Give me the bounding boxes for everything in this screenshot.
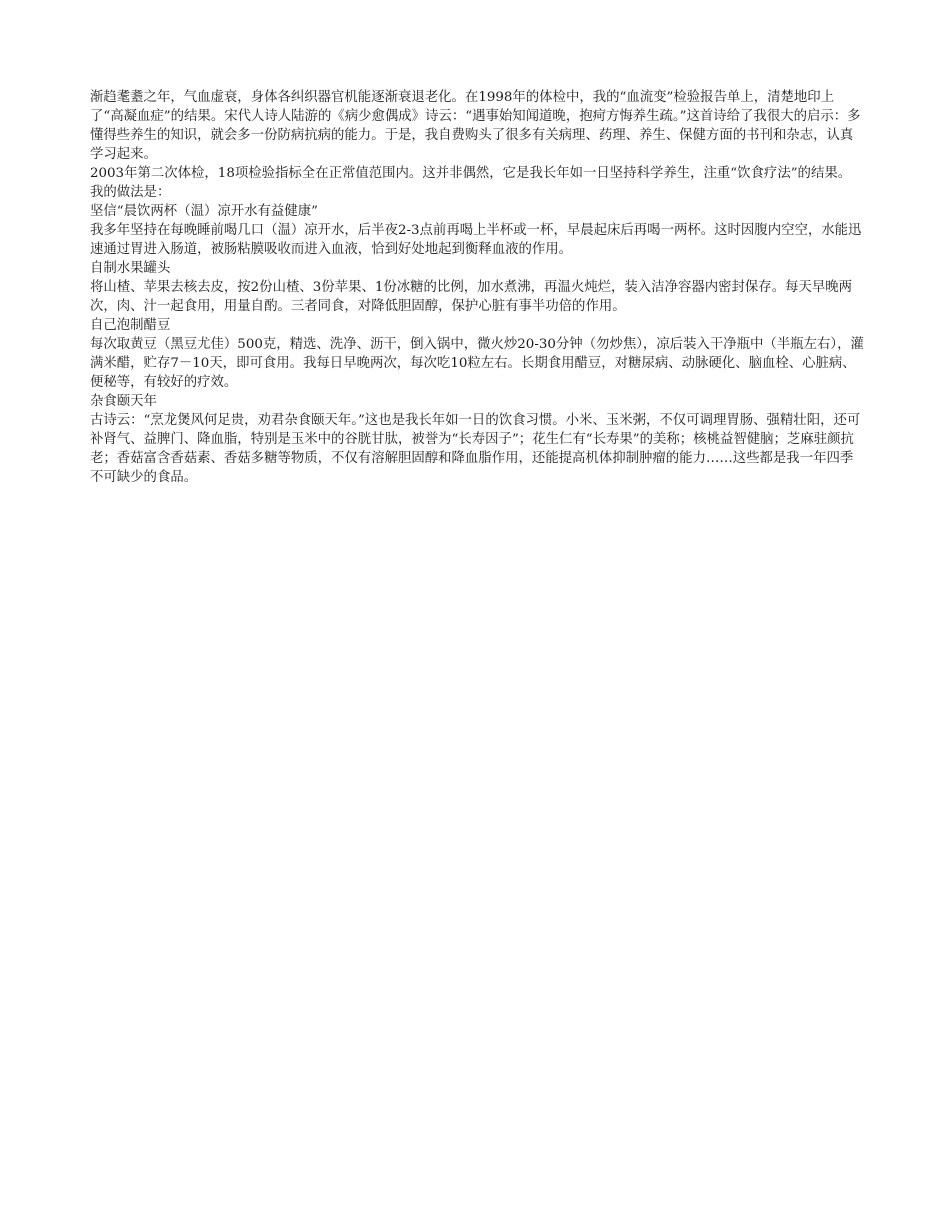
paragraph-fruit-can: 将山楂、苹果去核去皮，按2份山楂、3份苹果、1份冰糖的比例，加水煮沸，再温火炖烂，装入洁净容器内密封保存。每天早晚两次，肉、汁一起食用，用量自酌。三者同食，对降低胆固醇，保护心脏有事半功倍的作用。: [90, 280, 853, 314]
paragraph-intro: 渐趋耄耋之年，气血虚衰，身体各纠织器官机能逐渐衰退老化。在1998年的体检中，我的“血流变”检验报告单上，清楚地印上了“高凝血症”的结果。宋代人诗人陆游的《病少愈偶成》诗云：“遇事始知闻道晚，抱疴方悔养生疏。”这首诗给了我很大的启示：多懂得些养生的知识，就会多一份防病抗病的能力。于是，我自费购头了很多有关病理、药理、养生、保健方面的书刊和杂志，认真学习起来。: [90, 90, 861, 162]
paragraph-mixed-diet: 古诗云：“烹龙煲风何足贵，劝君杂食颐天年。”这也是我长年如一日的饮食习惯。小米、玉米粥，不仅可调理胃肠、强精壮阳，还可补肾气、益脾门、降血脂，特别是玉米中的谷胱甘肽，被誉为“长寿因子”；花生仁有“长寿果”的美称；核桃益智健脑；芝麻驻颜抗老；香菇富含香菇素、香菇多糖等物质，不仅有溶解胆固醇和降血脂作用，还能提高机体抑制肿瘤的能力……这些都是我一年四季不可缺少的食品。: [90, 413, 861, 485]
heading-vinegar-beans: 自己泡制醋豆: [90, 318, 171, 333]
paragraph-checkup-2003: 2003年第二次体检，18项检验指标全在正常值范围内。这并非偶然，它是我长年如一日坚持科学养生，注重“饮食疗法”的结果。: [90, 166, 852, 181]
heading-drink-water: 坚信“晨饮两杯（温）凉开水有益健康”: [90, 204, 318, 219]
document-body: [90, 88, 865, 487]
heading-fruit-can: 自制水果罐头: [90, 261, 171, 276]
heading-mixed-diet: 杂食颐天年: [90, 394, 157, 409]
paragraph-vinegar-beans: 每次取黄豆（黑豆尤佳）500克，精选、洗净、沥干，倒入锅中，微火炒20-30分钟（勿炒焦），凉后装入干净瓶中（半瓶左右），灌满米醋，贮存7－10天，即可食用。我每日早晚两次，每次吃10粒左右。长期食用醋豆，对糖尿病、动脉硬化、脑血栓、心脏病、便秘等，有较好的疗效。: [90, 337, 864, 390]
heading-my-method: 我的做法是：: [90, 185, 171, 200]
paragraph-drink-water: 我多年坚持在每晚睡前喝几口（温）凉开水，后半夜2-3点前再喝上半杯或一杯，早晨起床后再喝一两杯。这时因腹内空空，水能迅速通过胃进入肠道，被肠粘膜吸收而进入血液，恰到好处地起到衡释血液的作用。: [90, 223, 862, 257]
